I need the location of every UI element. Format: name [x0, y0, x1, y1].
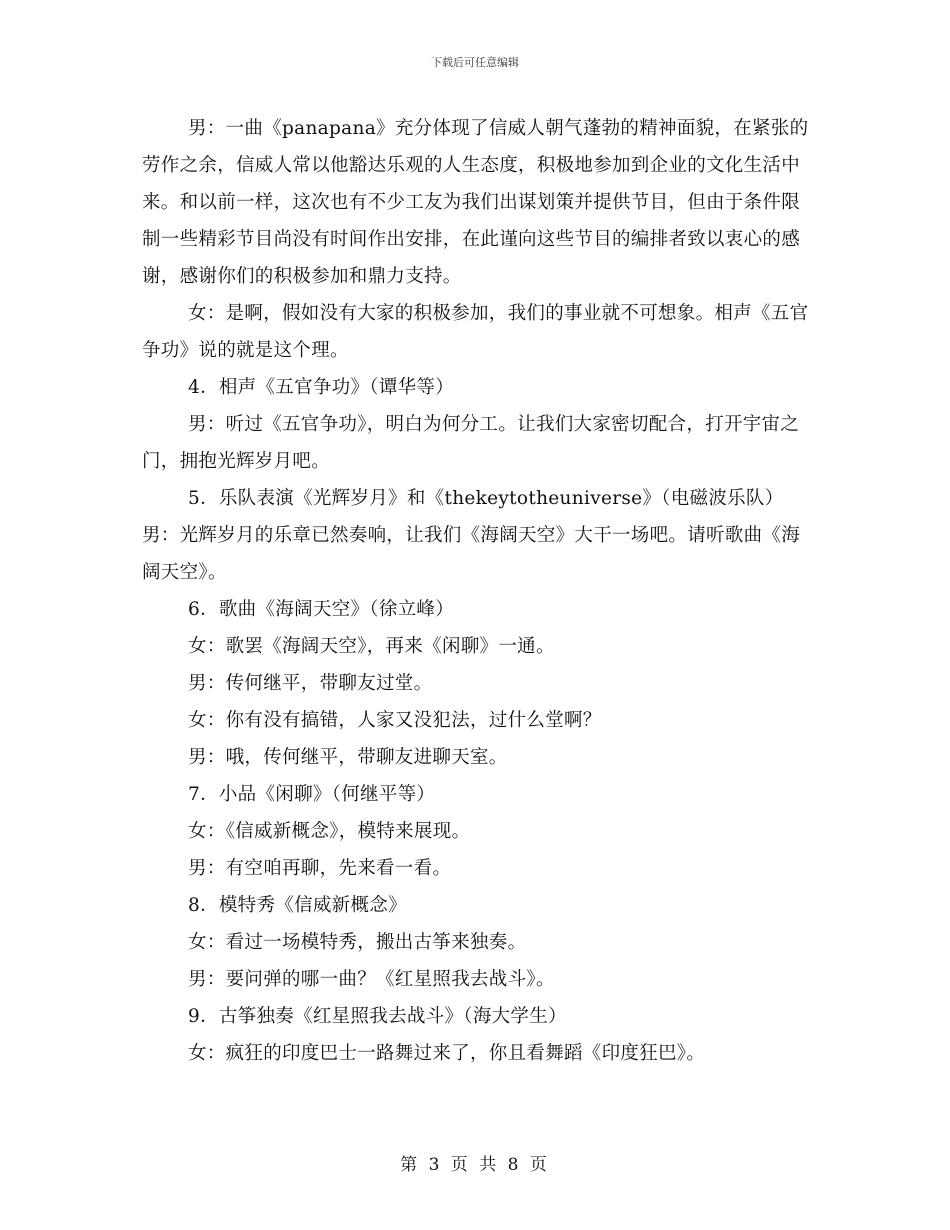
page-number: 第 3 页 共 8 页 — [400, 1155, 550, 1175]
paragraph: 男：一曲《panapana》充分体现了信威人朝气蓬勃的精神面貌，在紧张的劳作之余，信威人常以他豁达乐观的人生态度，积极地参加到企业的文化生活中来。和以前一样，这次也有不少工友为我们出谋划策并提供节目，但由于条件限制一些精彩节目尚没有时间作出安排，在此谨向这些节目的编排者致以衷心的感谢，感谢你们的积极参加和鼎力支持。 — [142, 118, 809, 287]
paragraph: 7．小品《闲聊》（何继平等） — [188, 784, 436, 805]
paragraph: 男：听过《五官争功》，明白为何分工。让我们大家密切配合，打开宇宙之门，拥抱光辉岁月吧。 — [142, 414, 800, 472]
paragraph: 女：疯狂的印度巴士一路舞过来了，你且看舞蹈《印度狂巴》。 — [188, 1043, 706, 1064]
paragraph: 女：你有没有搞错，人家又没犯法，过什么堂啊？ — [188, 710, 602, 731]
paragraph: 9．古筝独奏《红星照我去战斗》（海大学生） — [188, 1006, 567, 1027]
paragraph: 5．乐队表演《光辉岁月》和《thekeytotheuniverse》（电磁波乐队）男：光辉岁月的乐章已然奏响，让我们《海阔天空》大干一场吧。请听歌曲《海阔天空》。 — [142, 488, 801, 583]
paragraph: 4．相声《五官争功》（谭华等） — [188, 377, 455, 398]
paragraph: 8．模特秀《信威新概念》 — [188, 895, 407, 916]
paragraph: 男：有空咱再聊，先来看一看。 — [188, 858, 452, 879]
paragraph: 女：是啊，假如没有大家的积极参加，我们的事业就不可想象。相声《五官争功》说的就是这个理。 — [142, 303, 809, 361]
paragraph: 女：《信威新概念》，模特来展现。 — [188, 821, 471, 842]
paragraph: 男：要问弹的哪一曲？《红星照我去战斗》。 — [188, 969, 555, 990]
paragraph: 6．歌曲《海阔天空》（徐立峰） — [188, 599, 455, 620]
paragraph: 女：歌罢《海阔天空》，再来《闲聊》一通。 — [188, 636, 555, 657]
paragraph: 男：哦，传何继平，带聊友进聊天室。 — [188, 747, 508, 768]
document-body — [142, 110, 812, 1072]
page-header: 下载后可任意编辑 — [431, 56, 519, 69]
paragraph: 女：看过一场模特秀，搬出古筝来独奏。 — [188, 932, 527, 953]
paragraph: 男：传何继平，带聊友过堂。 — [188, 673, 433, 694]
